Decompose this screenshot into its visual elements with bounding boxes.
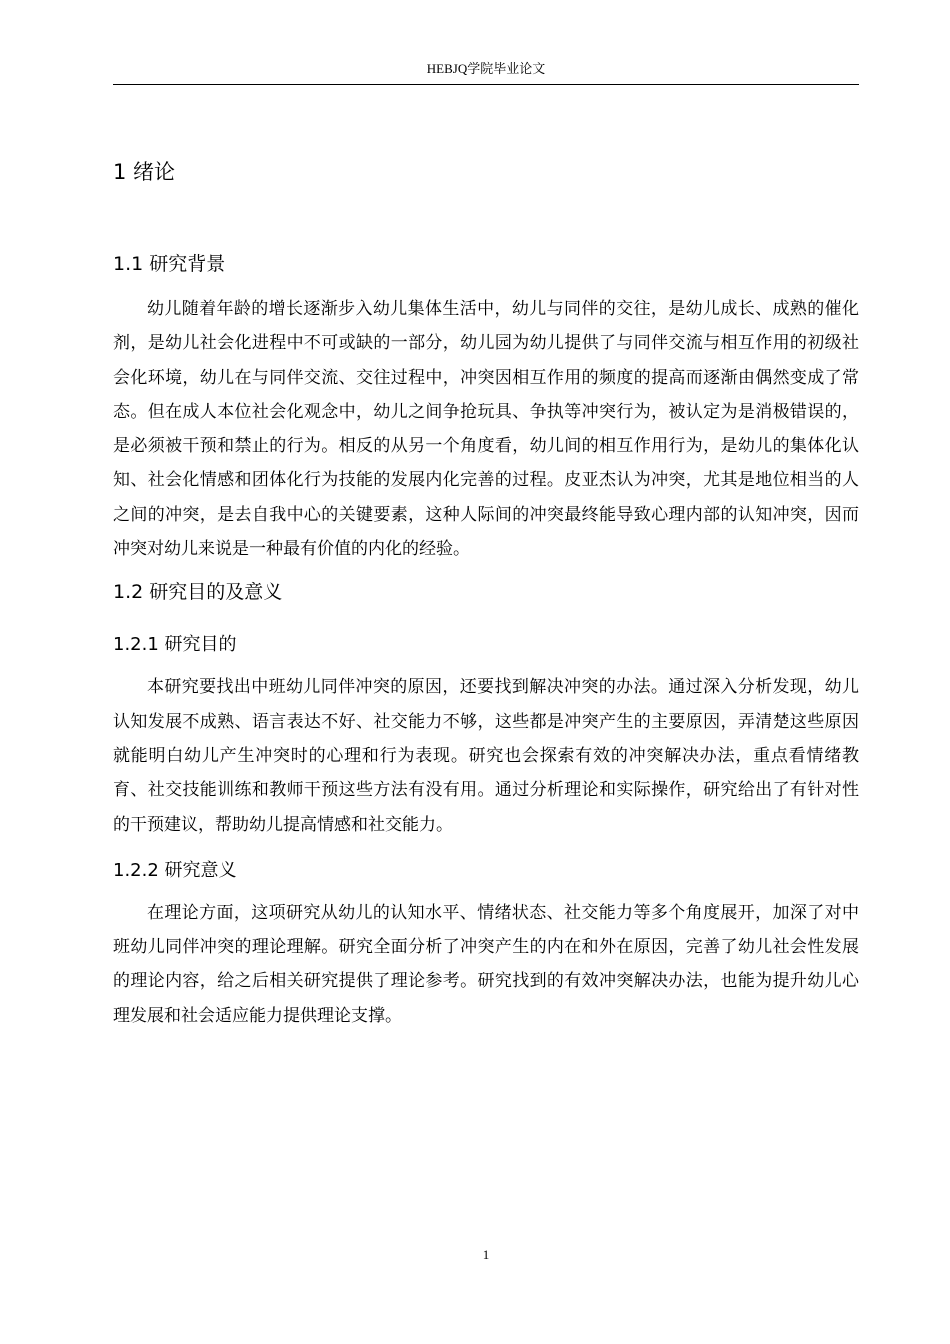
subsection-title-significance: 1.2.2 研究意义 [113,859,237,881]
running-header [113,60,859,85]
background-paragraph: 幼儿随着年龄的增长逐渐步入幼儿集体生活中，幼儿与同伴的交往，是幼儿成长、成熟的催化剂，是幼儿社会化进程中不可或缺的一部分，幼儿园为幼儿提供了与同伴交流与相互作用的初级社会化环境，幼儿在与同伴交流、交往过程中，冲突因相互作用的频度的提高而逐渐由偶然变成了常态。但在成人本位社会化观念中，幼儿之间争抢玩具、争执等冲突行为，被认定为是消极错误的，是必须被干预和禁止的行为。相反的从另一个角度看，幼儿间的相互作用行为，是幼儿的集体化认知、社会化情感和团体化行为技能的发展内化完善的过程。皮亚杰认为冲突，尤其是地位相当的人之间的冲突，是去自我中心的关键要素，这种人际间的冲突最终能导致心理内部的认知冲突，因而冲突对幼儿来说是一种最有价值的内化的经验。 [113,299,859,560]
section-title-background: 1.1 研究背景 [113,253,226,275]
purpose-paragraph: 本研究要找出中班幼儿同伴冲突的原因，还要找到解决冲突的办法。通过深入分析发现，幼儿认知发展不成熟、语言表达不好、社交能力不够，这些都是冲突产生的主要原因，弄清楚这些原因就能明白幼儿产生冲突时的心理和行为表现。研究也会探索有效的冲突解决办法，重点看情绪教育、社交技能训练和教师干预这些方法有没有用。通过分析理论和实际操作，研究给出了有针对性的干预建议，帮助幼儿提高情感和社交能力。 [113,677,859,835]
chapter-title: 1 绪论 [113,160,176,184]
header-title: HEBJQ学院毕业论文 [426,61,546,76]
page-number: 1 [482,1247,490,1262]
page-body [113,150,859,1033]
subsection-title-purpose: 1.2.1 研究目的 [113,634,237,656]
section-title-purpose-significance: 1.2 研究目的及意义 [113,581,283,604]
significance-paragraph: 在理论方面，这项研究从幼儿的认知水平、情绪状态、社交能力等多个角度展开，加深了对中班幼儿同伴冲突的理论理解。研究全面分析了冲突产生的内在和外在原因，完善了幼儿社会性发展的理论内容，给之后相关研究提供了理论参考。研究找到的有效冲突解决办法，也能为提升幼儿心理发展和社会适应能力提供理论支撑。 [113,902,859,1026]
